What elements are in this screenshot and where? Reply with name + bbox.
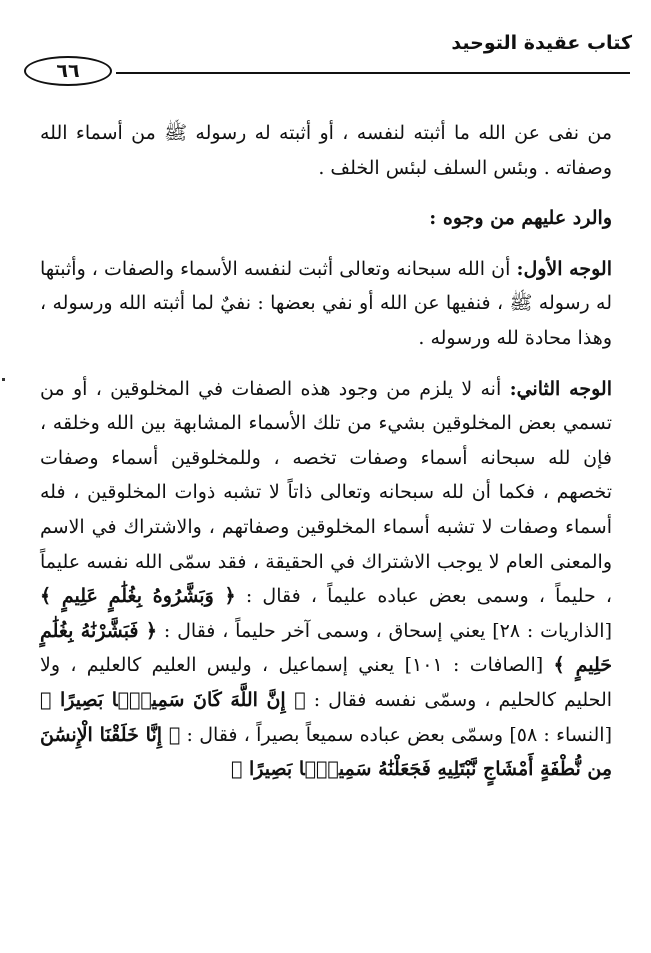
page-number: ٦٦ <box>24 56 112 86</box>
quran-verse-1: ﴿ وَبَشَّرُوهُ بِغُلَٰمٍ عَلِيمٍ ﴾ <box>40 585 236 608</box>
second-aspect-text-4: [النساء : ٥٨] وسمّى بعض عباده سميعاً بصيراً ، فقال : <box>180 723 612 746</box>
quran-verse-2: ﴿ فَبَشَّرْنَٰهُ بِغُلَٰمٍ حَلِيمٍ ﴾ <box>40 619 612 677</box>
paragraph-first-aspect <box>40 252 612 356</box>
second-aspect-text-2: [الذاريات : ٢٨] يعني إسحاق ، وسمى آخر حليماً ، فقال : <box>157 619 612 642</box>
page-header <box>20 28 632 88</box>
header-rule <box>116 72 630 74</box>
second-aspect-text-1: أنه لا يلزم من وجود هذه الصفات في المخلوقين ، أو من تسمي بعض المخلوقين بشيء من تلك الأسماء المشابهة بين الله وخلقه ، فإن لله سبحانه أسماء وصفات تخصه ، وللمخلوقين أسماء وصفات تخصهم ، فكما أن لله سبحانه وتعالى ذاتاً لا تشبه ذوات المخلوقين ، فله أسماء وصفات لا تشبه أسماء المخلوقين وصفاتهم ، والاشتراك في الاسم والمعنى العام لا يوجب الاشتراك في الحقيقة ، فقد سمّى الله نفسه عليماً ، حليماً ، وسمى بعض عباده عليماً ، فقال : <box>40 377 612 608</box>
quran-verse-3: ﴿ إِنَّ اللَّهَ كَانَ سَمِيعًۢا بَصِيرًا ﴾ <box>40 688 306 711</box>
section-heading: والرد عليهم من وجوه : <box>429 207 612 230</box>
first-aspect-label: الوجه الأول: <box>516 257 612 280</box>
book-title: كتاب عقيدة التوحيد <box>451 32 632 54</box>
quran-verse-4: ﴿ إِنَّا خَلَقْنَا الْإِنسَٰنَ مِن نُّطْفَةٍ أَمْشَاجٍ نَّبْتَلِيهِ فَجَعَلْنَٰهُ سَمِيعًۢا بَصِيرًا ﴾ <box>40 723 612 781</box>
first-aspect-text: أن الله سبحانه وتعالى أثبت لنفسه الأسماء والصفات ، وأثبتها له رسوله ﷺ ، فنفيها عن الله أو نفي بعضها : نفيٌ لما أثبته الله ورسوله ، وهذا محادة لله ورسوله . <box>40 257 612 349</box>
second-aspect-label: الوجه الثاني: <box>509 377 612 400</box>
margin-mark <box>2 378 5 381</box>
page-body <box>40 116 612 787</box>
paragraph-second-aspect <box>40 372 612 787</box>
paragraph-1: من نفى عن الله ما أثبته لنفسه ، أو أثبته له رسوله ﷺ من أسماء الله وصفاته . وبئس السلف لبئس الخلف . <box>40 122 612 179</box>
second-aspect-text-3: [الصافات : ١٠١] يعني إسماعيل ، وليس العليم كالعليم ، ولا الحليم كالحليم ، وسمّى نفسه فقال : <box>40 654 613 711</box>
